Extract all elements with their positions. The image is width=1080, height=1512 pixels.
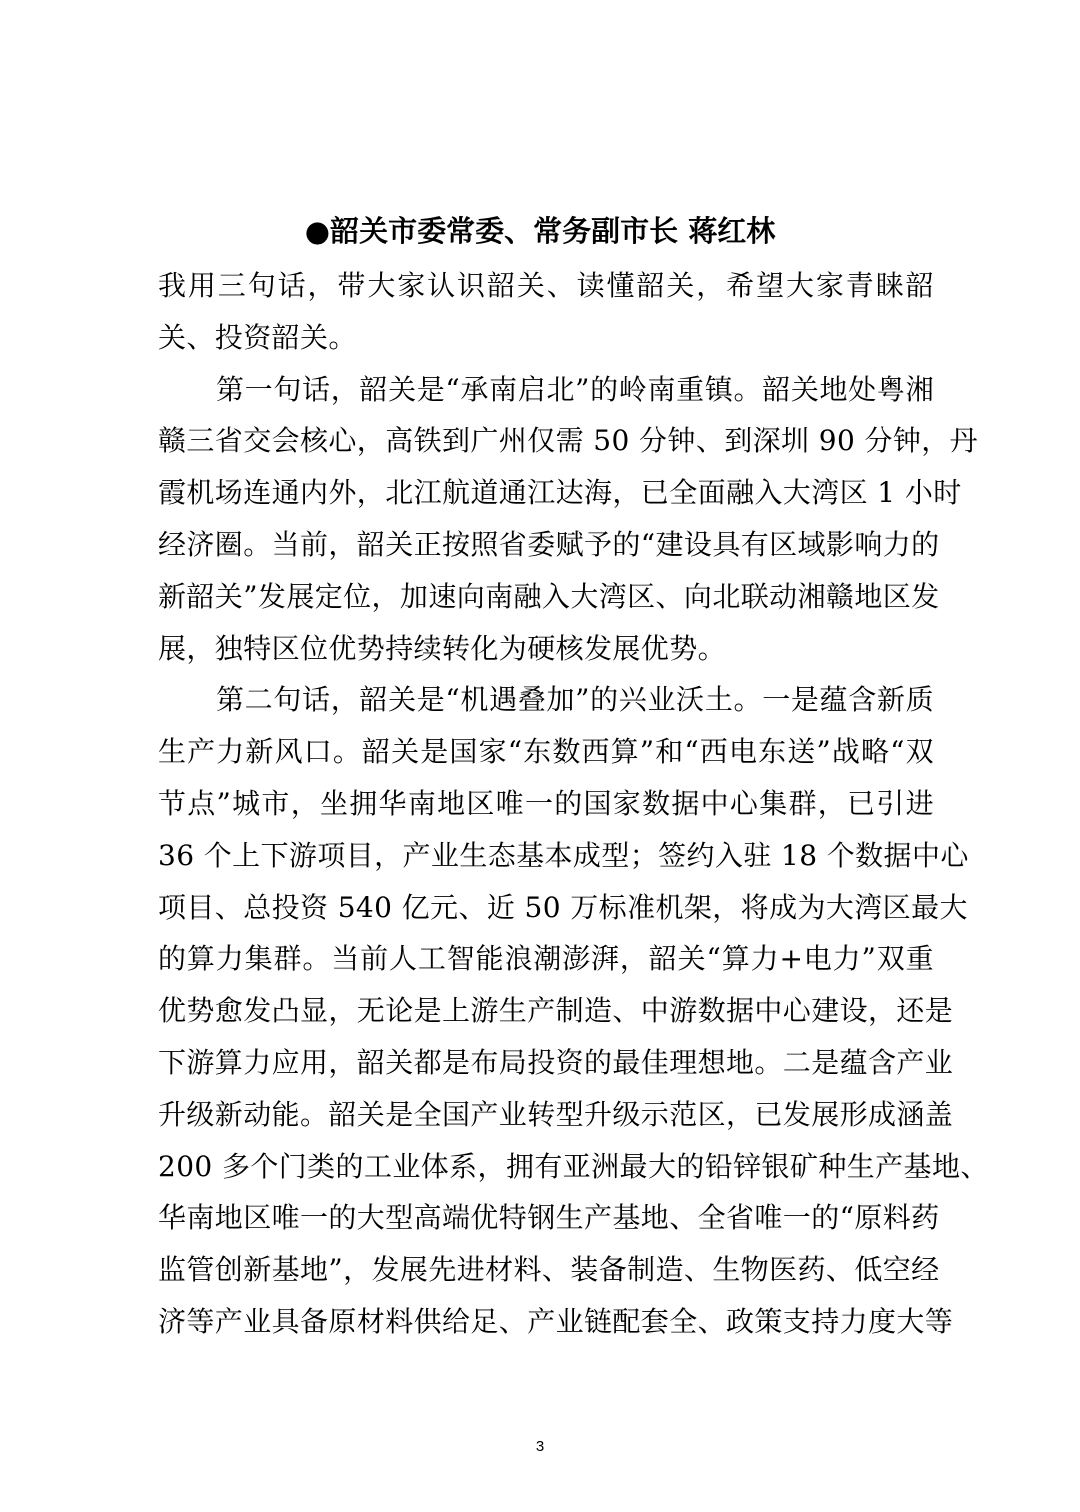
text-line: 优势愈发凸显，无论是上游生产制造、中游数据中心建设，还是	[158, 994, 954, 1028]
text-line: 项目、总投资 540 亿元、近 50 万标准机架，将成为大湾区最大	[158, 890, 968, 924]
text-line: 新韶关”发展定位，加速向南融入大湾区、向北联动湘赣地区发	[158, 579, 940, 613]
text-line: 监管创新基地”，发展先进材料、装备制造、生物医药、低空经	[158, 1253, 940, 1287]
text-line: 的算力集群。当前人工智能浪潮澎湃，韶关“算力+电力”双重	[158, 942, 934, 976]
speaker-heading: ●韶关市委常委、常务副市长 蒋红林	[304, 214, 776, 248]
body-text	[158, 260, 989, 1348]
text-line: 经济圈。当前，韶关正按照省委赋予的“建设具有区域影响力的	[158, 527, 940, 561]
text-line: 展，独特区位优势持续转化为硬核发展优势。	[158, 631, 727, 665]
text-line: 关、投资韶关。	[158, 320, 357, 354]
text-line: 赣三省交会核心，高铁到广州仅需 50 分钟、到深圳 90 分钟，丹	[158, 424, 979, 458]
text-line: 济等产业具备原材料供给足、产业链配套全、政策支持力度大等	[158, 1304, 954, 1338]
text-line: 第一句话，韶关是“承南启北”的岭南重镇。韶关地处粤湘	[216, 372, 934, 406]
page-number: 3	[535, 1438, 545, 1455]
text-line: 我用三句话，带大家认识韶关、读懂韶关，希望大家青睐韶	[158, 269, 934, 302]
text-line: 节点”城市，坐拥华南地区唯一的国家数据中心集群，已引进	[158, 786, 934, 820]
text-line: 200 多个门类的工业体系，拥有亚洲最大的铅锌银矿种生产基地、	[158, 1149, 989, 1183]
text-line: 36 个上下游项目，产业生态基本成型；签约入驻 18 个数据中心	[158, 838, 969, 872]
text-line: 华南地区唯一的大型高端优特钢生产基地、全省唯一的“原料药	[158, 1201, 940, 1235]
text-line: 第二句话，韶关是“机遇叠加”的兴业沃土。一是蕴含新质	[216, 683, 934, 717]
text-line: 霞机场连通内外，北江航道通江达海，已全面融入大湾区 1 小时	[158, 476, 962, 510]
text-line: 升级新动能。韶关是全国产业转型升级示范区，已发展形成涵盖	[158, 1097, 954, 1131]
text-line: 生产力新风口。韶关是国家“东数西算”和“西电东送”战略“双	[158, 735, 934, 769]
text-line: 下游算力应用，韶关都是布局投资的最佳理想地。二是蕴含产业	[158, 1045, 954, 1079]
